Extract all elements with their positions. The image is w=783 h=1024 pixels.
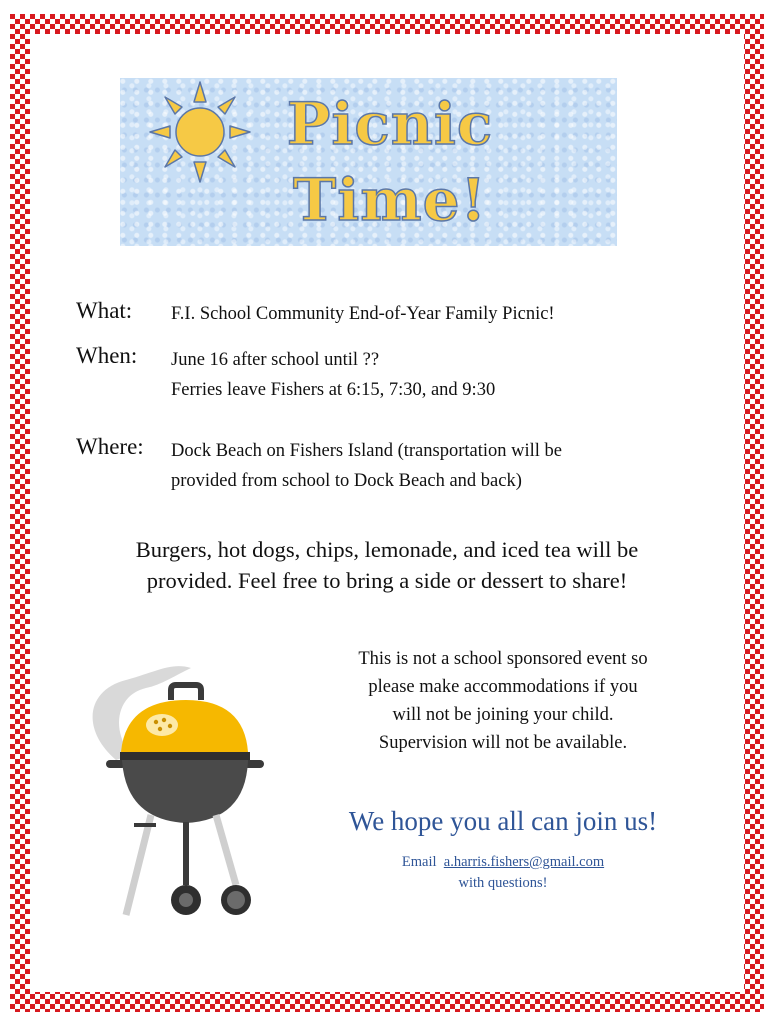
closing-message: We hope you all can join us! bbox=[348, 806, 658, 836]
notice-line-4: Supervision will not be available. bbox=[378, 733, 628, 753]
grill-icon bbox=[76, 660, 276, 930]
what-label: What: bbox=[76, 298, 133, 323]
where-line-1: Dock Beach on Fishers Island (transportation will be bbox=[171, 441, 562, 461]
food-line-1: Burgers, hot dogs, chips, lemonade, and iced tea will be bbox=[135, 537, 639, 562]
when-line-1: June 16 after school until ?? bbox=[171, 350, 380, 370]
when-label: When: bbox=[76, 343, 138, 368]
email-prefix: Email bbox=[401, 854, 437, 870]
food-line-2: provided. Feel free to bring a side or dessert to share! bbox=[146, 568, 628, 593]
notice-line-1: This is not a school sponsored event so bbox=[358, 649, 648, 669]
supervision-notice bbox=[296, 645, 710, 757]
email-suffix: with questions! bbox=[458, 875, 548, 891]
notice-line-2: please make accommodations if you bbox=[368, 677, 638, 697]
title-line-2: Time! bbox=[293, 166, 487, 234]
when-line-2: Ferries leave Fishers at 6:15, 7:30, and 9:30 bbox=[171, 380, 496, 400]
notice-line-3: will not be joining your child. bbox=[392, 705, 614, 725]
what-text: F.I. School Community End-of-Year Family Picnic! bbox=[171, 304, 555, 324]
contact-info bbox=[296, 852, 710, 894]
where-line-2: provided from school to Dock Beach and back) bbox=[171, 471, 522, 491]
where-label: Where: bbox=[76, 434, 144, 459]
email-link[interactable]: a.harris.fishers@gmail.com bbox=[443, 854, 605, 870]
food-info bbox=[40, 534, 734, 596]
title-line-1: Picnic bbox=[286, 90, 494, 158]
page-title bbox=[200, 86, 580, 238]
